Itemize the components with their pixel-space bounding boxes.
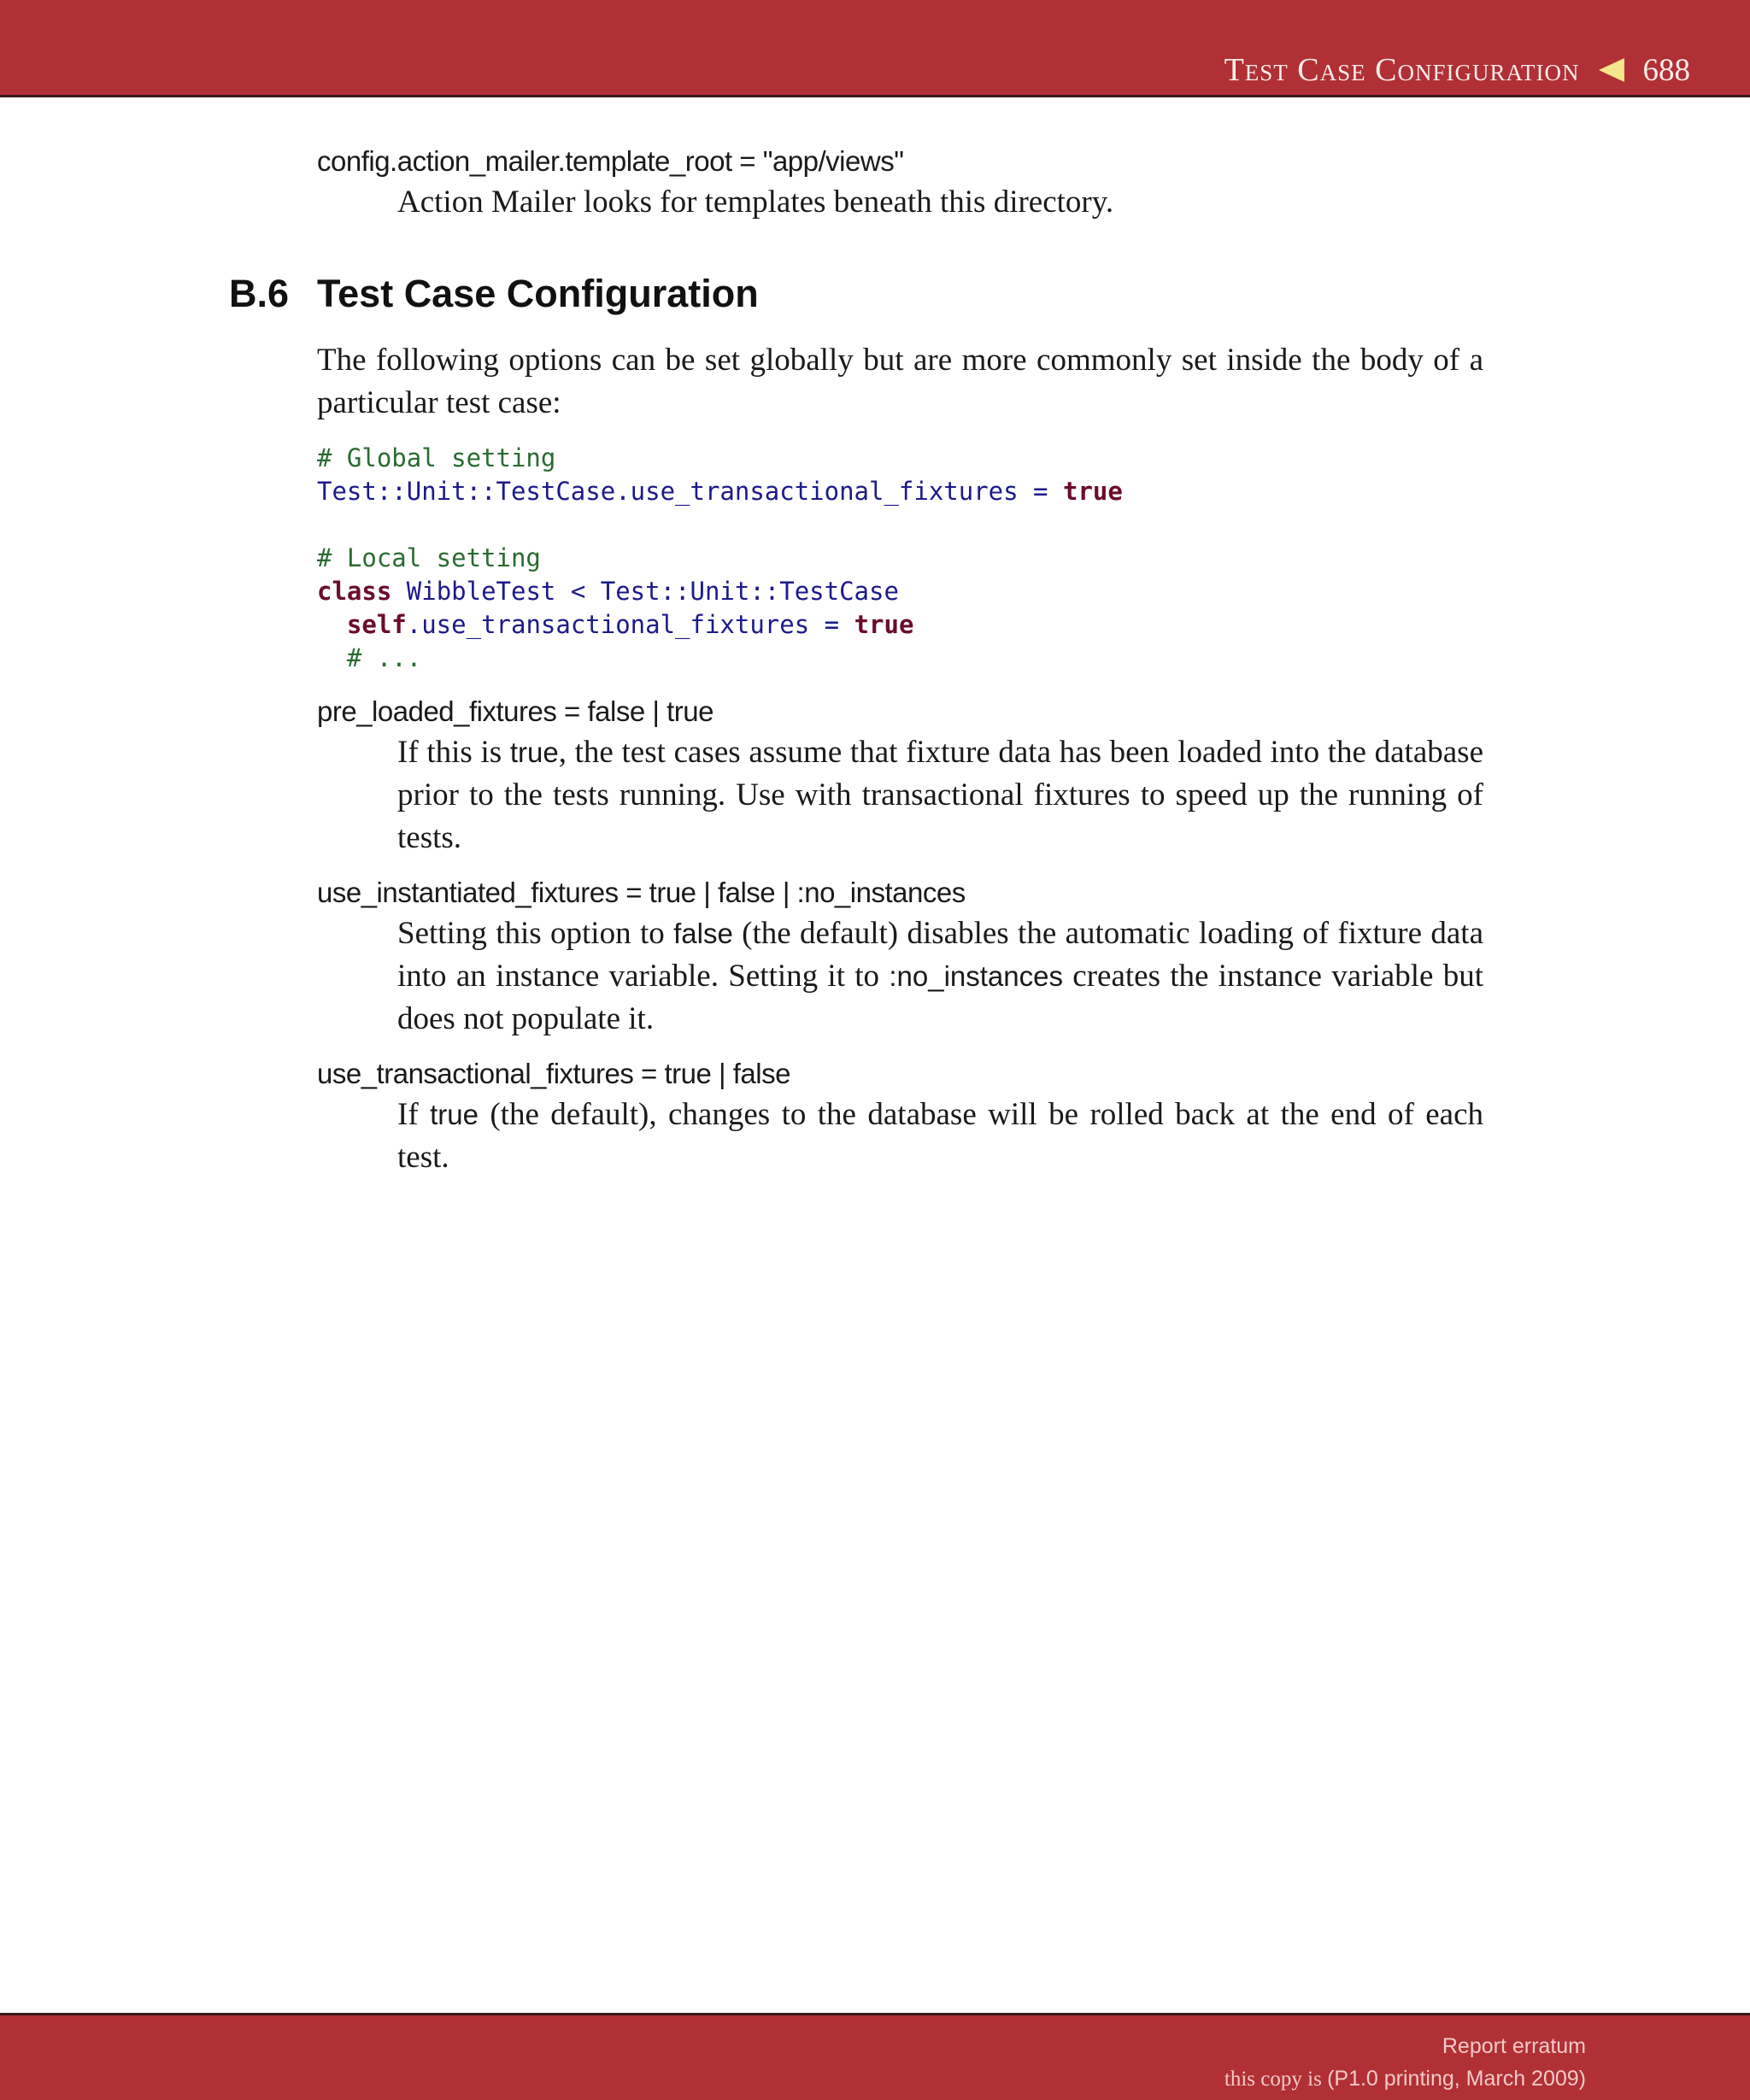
top-entry (317, 145, 1483, 224)
code-comment: # Local setting (317, 543, 541, 572)
option-term: config.action_mailer.template_root = "app/views" (317, 145, 904, 177)
code-comment: # ... (346, 643, 422, 672)
code-comment: # Global setting (317, 443, 556, 472)
option-entry (317, 695, 1483, 859)
definition-text: Setting this option to (397, 916, 674, 951)
section-heading (229, 272, 759, 316)
code-line: Test::Unit::TestCase.use_transactional_fixtures = (317, 477, 1063, 506)
running-title: Test Case Configuration (1224, 52, 1580, 88)
code-line: .use_transactional_fixtures = (406, 610, 854, 639)
copy-info (1224, 2067, 1586, 2091)
report-erratum-link[interactable]: Report erratum (1442, 2034, 1586, 2058)
definition-text: creates the instance variable but does not populate it. (397, 959, 1483, 1036)
option-definition (397, 912, 1483, 1041)
option-term: pre_loaded_fixtures = false | true (317, 695, 714, 727)
option-term: use_transactional_fixtures = true | false (317, 1058, 790, 1089)
definition-text: (the default), changes to the database will be rolled back at the end of each test. (397, 1097, 1483, 1175)
header-bar (0, 0, 1750, 97)
option-definition (397, 731, 1483, 859)
definition-text: , the test cases assume that fixture data has been loaded into the database prior to the tests running. Use with transactional fixtures to speed up the running of tests. (397, 735, 1483, 855)
section-intro: The following options can be set globally but are more commonly set inside the body of a particular test case: (317, 343, 1483, 420)
inline-code: true (430, 1099, 479, 1130)
option-definition: Action Mailer looks for templates beneath this directory. (397, 185, 1114, 220)
code-keyword: self (346, 610, 407, 639)
definition-text: (the default) disables the automatic loading of fixture data into an instance variable. Setting it to (397, 916, 1483, 994)
footer-bar (0, 2013, 1750, 2100)
definition-text: If this is (397, 735, 510, 770)
section-title: Test Case Configuration (317, 272, 759, 315)
page-number: 688 (1642, 52, 1690, 88)
running-head (1224, 51, 1690, 89)
inline-code: :no_instances (889, 960, 1063, 992)
inline-code: true (509, 736, 559, 768)
code-block (317, 442, 1483, 675)
code-keyword: class (317, 577, 392, 606)
section-number: B.6 (229, 272, 290, 315)
code-line: WibbleTest < Test::Unit::TestCase (391, 577, 899, 606)
code-keyword: true (854, 610, 914, 639)
printing-info: (P1.0 printing, March 2009) (1327, 2067, 1586, 2091)
option-entry (317, 1058, 1483, 1179)
definition-text: If (397, 1097, 431, 1132)
option-definition (397, 1094, 1483, 1179)
code-keyword: true (1062, 477, 1123, 506)
inline-code: false (673, 918, 733, 949)
section-body (317, 339, 1483, 1179)
previous-page-icon[interactable] (1599, 58, 1624, 82)
option-term: use_instantiated_fixtures = true | false | :no_instances (317, 877, 966, 908)
copy-prefix: this copy is (1224, 2068, 1328, 2091)
option-entry (317, 877, 1483, 1041)
